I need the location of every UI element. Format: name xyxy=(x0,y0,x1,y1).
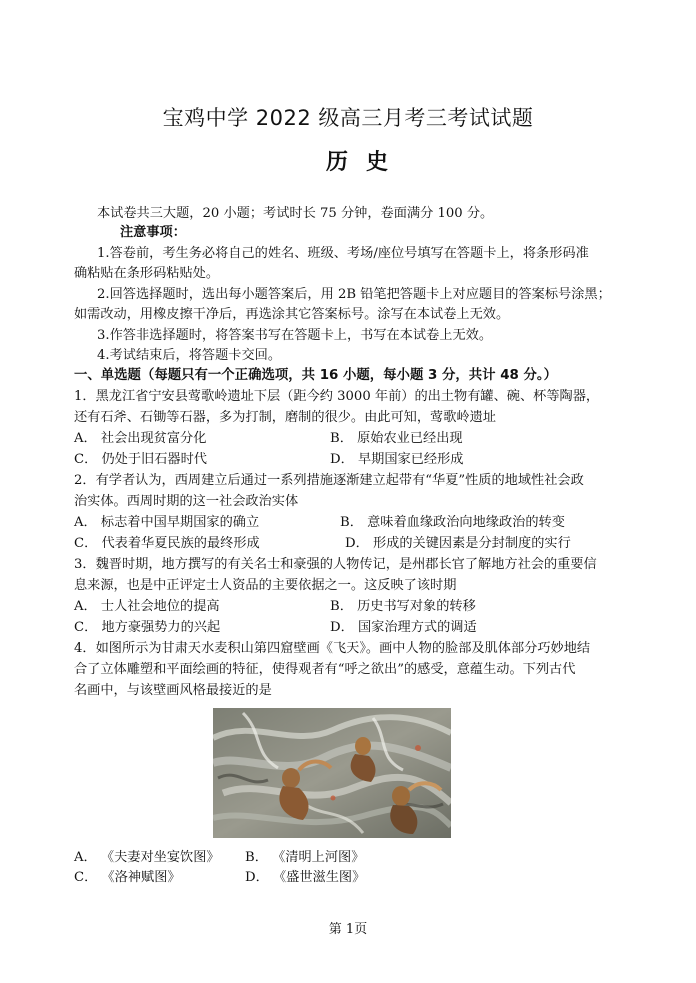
notice-item-3: 3.作答非选择题时，将答案书写在答题卡上，书写在本试卷上无效。 xyxy=(97,328,493,343)
notice-heading: 注意事项： xyxy=(120,225,186,240)
question-1-option-d: D． 早期国家已经形成 xyxy=(330,452,464,467)
question-3-line-2: 息来源，也是中正评定士人资品的主要依据之一。这反映了该时期 xyxy=(74,578,457,593)
question-1-option-b: B． 原始农业已经出现 xyxy=(330,431,463,446)
flying-apsaras-mural-image xyxy=(213,708,451,838)
question-3-option-d: D． 国家治理方式的调适 xyxy=(330,620,477,635)
notice-item-2-line-1: 2.回答选择题时，选出每小题答案后，用 2B 铅笔把答题卡上对应题目的答案标号涂黑； xyxy=(97,287,611,302)
question-2-option-b: B． 意味着血缘政治向地缘政治的转变 xyxy=(340,515,565,530)
question-3-option-b: B． 历史书写对象的转移 xyxy=(330,599,476,614)
question-2-option-c: C． 代表着华夏民族的最终形成 xyxy=(74,536,260,551)
subject-title: 历史 xyxy=(325,150,406,175)
section-1-heading: 一、单选题（每题只有一个正确选项，共 16 小题，每小题 3 分，共计 48 分。） xyxy=(74,368,557,383)
question-4-line-2: 合了立体雕塑和平面绘画的特征，使得观者有“呼之欲出”的感受，意蕴生动。下列古代 xyxy=(74,662,576,677)
question-4-option-a: A． 《夫妻对坐宴饮图》 xyxy=(74,850,220,865)
question-1-option-c: C． 仍处于旧石器时代 xyxy=(74,452,207,467)
notice-item-1-line-2: 确粘贴在条形码粘贴处。 xyxy=(74,266,220,281)
question-3-line-1: 3．魏晋时期，地方撰写的有关名士和豪强的人物传记，是州郡长官了解地方社会的重要信 xyxy=(74,557,597,572)
notice-item-4: 4.考试结束后，将答题卡交回。 xyxy=(97,348,282,363)
question-3-option-c: C． 地方豪强势力的兴起 xyxy=(74,620,221,635)
question-2-option-d: D． 形成的关键因素是分封制度的实行 xyxy=(345,536,571,551)
question-4-option-d: D． 《盛世滋生图》 xyxy=(245,870,366,885)
question-1-option-a: A． 社会出现贫富分化 xyxy=(74,431,207,446)
exam-intro: 本试卷共三大题，20 小题；考试时长 75 分钟，卷面满分 100 分。 xyxy=(97,206,494,221)
question-4-option-b: B． 《清明上河图》 xyxy=(245,850,365,865)
notice-item-2-line-2: 如需改动，用橡皮擦干净后，再选涂其它答案标号。涂写在本试卷上无效。 xyxy=(74,307,510,322)
question-1-line-2: 还有石斧、石锄等石器，多为打制，磨制的很少。由此可知，莺歌岭遗址 xyxy=(74,410,496,425)
question-2-line-2: 治实体。西周时期的这一社会政治实体 xyxy=(74,494,299,509)
question-4-line-1: 4．如图所示为甘肃天水麦积山第四窟壁画《飞天》。画中人物的脸部及肌体部分巧妙地结 xyxy=(74,641,591,656)
notice-item-1-line-1: 1.答卷前，考生务必将自己的姓名、班级、考场/座位号填写在答题卡上，将条形码准 xyxy=(97,246,589,261)
question-2-line-1: 2．有学者认为，西周建立后通过一系列措施逐渐建立起带有“华夏”性质的地域性社会政 xyxy=(74,473,584,488)
page-number: 第 1页 xyxy=(328,922,368,937)
question-4-option-c: C． 《洛神赋图》 xyxy=(74,870,181,885)
question-2-option-a: A． 标志着中国早期国家的确立 xyxy=(74,515,260,530)
question-3-option-a: A． 士人社会地位的提高 xyxy=(74,599,220,614)
question-1-line-1: 1．黑龙江省宁安县莺歌岭遗址下层（距今约 3000 年前）的出土物有罐、碗、杯等陶器， xyxy=(74,389,600,404)
question-4-line-3: 名画中，与该壁画风格最接近的是 xyxy=(74,683,272,698)
exam-title: 宝鸡中学 2022 级高三月考三考试试题 xyxy=(162,106,534,130)
